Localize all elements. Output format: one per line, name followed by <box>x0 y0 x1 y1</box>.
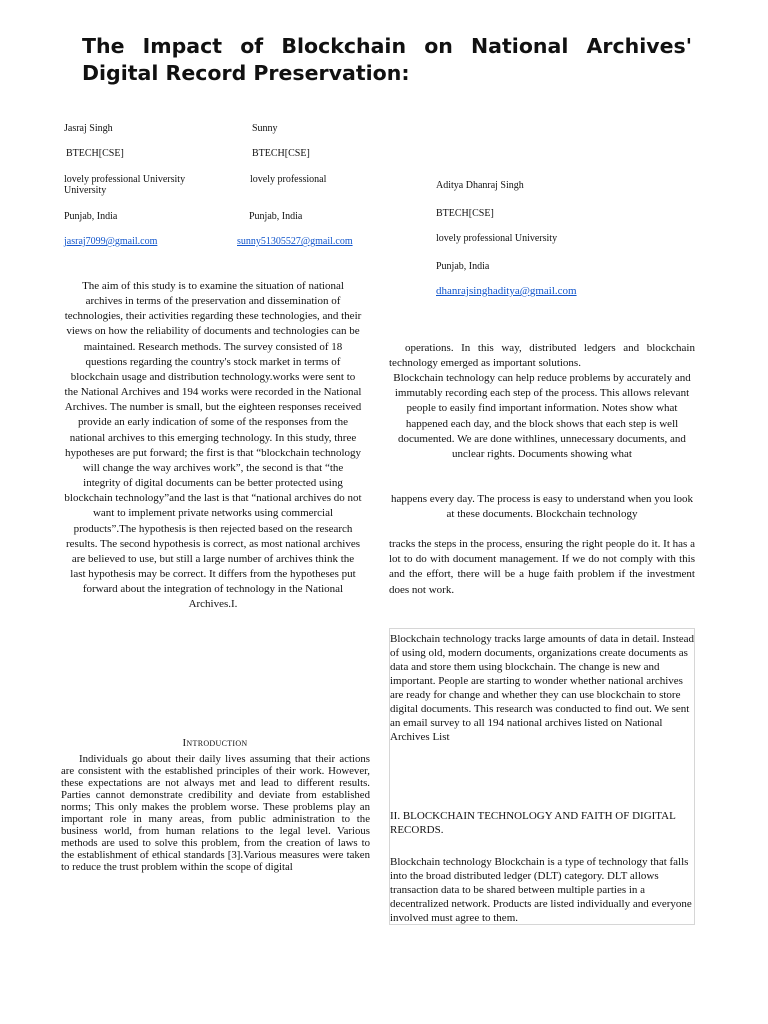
abstract: The aim of this study is to examine the situation of national archives in terms of the preservation and dissemination of technologies, their activities regarding these technologies, and their views on how the reliability of documents and technologies can be maintained. Research methods. The survey consisted of 18 questions regarding the country's stock market in terms of blockchain usage and distribution technology.works were sent to the National Archives and 194 works were recorded in the National Archives. The number is small, but the eighteen responses received provide an early indication of some of the responses from the national archives to this emerging technology. In this study, three hypotheses are put forward; the first is that “blockchain technology will change the way archives work”, the second is that “the integrity of digital documents can be better protected using blockchain technology”and the last is that “national archives do not want to implement private networks using commercial products”.The hypothesis is then rejected based on the research results. The second hypothesis is correct, as most national archives are believed to use, but still a large number of archives think the last hypothesis may be correct. It differs from the hypotheses put forward about the integration of technology in the National Archives.I. <box>64 280 362 611</box>
author1-name: Jasraj Singh <box>64 123 113 134</box>
author3-email-link[interactable]: dhanrajsinghaditya@gmail.com <box>436 285 577 297</box>
right-paragraph-operations: operations. In this way, distributed ledgers and blockchain technology emerged as important solutions. <box>389 342 695 370</box>
author2-email-link[interactable]: sunny51305527@gmail.com <box>237 236 353 247</box>
author2-university: lovely professional <box>250 174 327 185</box>
author2-degree: BTECH[CSE] <box>252 148 310 159</box>
author3-location: Punjab, India <box>436 261 490 272</box>
introduction-heading: Introduction <box>182 737 248 749</box>
section2-heading: II. BLOCKCHAIN TECHNOLOGY AND FAITH OF DIGITAL RECORDS. <box>390 810 676 836</box>
author1-location: Punjab, India <box>64 211 118 222</box>
paper-title: The Impact of Blockchain on National Archives' Digital Record Preservation: <box>82 34 692 85</box>
section2-body: Blockchain technology Blockchain is a type of technology that falls into the broad distributed ledger (DLT) category. DLT allows transaction data to be shared between multiple parties in a decentralized network. Products are listed individually and everyone involved must agree to them. <box>390 856 692 924</box>
author1-university: lovely professional University <box>64 174 186 185</box>
author3-name: Aditya Dhanraj Singh <box>436 180 524 191</box>
author3-degree: BTECH[CSE] <box>436 208 494 219</box>
author2-location: Punjab, India <box>249 211 303 222</box>
right-paragraph-happens-every-day: happens every day. The process is easy to understand when you look at these documents. Blockchain technology <box>390 493 694 521</box>
author2-name: Sunny <box>252 123 278 134</box>
right-paragraph-tracks-data: Blockchain technology tracks large amounts of data in detail. Instead of using old, modern documents, organizations create documents as data and store them using blockchain. The change is new and important. People are starting to wonder whether national archives are ready for change and whether they can use blockchain to store digital documents. This research was conducted to find out. We sent an email survey to all 194 national archives listed on National Archives List <box>390 633 695 743</box>
right-paragraph-tracks-steps: tracks the steps in the process, ensuring the right people do it. It has a lot to do with document management. If we do not comply with this and the effort, there will be a huge faith problem if the investment does not work. <box>389 538 695 596</box>
author1-university-wrap: University <box>64 185 107 196</box>
author1-email-link[interactable]: jasraj7099@gmail.com <box>64 236 158 247</box>
right-paragraph-blockchain-help: Blockchain technology can help reduce problems by accurately and immutably recording each step of the process. This allows relevant people to easily find important information. Notes show what happened each day, and the block shows that each step is well documented. We are done withlines, unnecessary documents, and unclear rights. Documents showing what <box>393 372 691 461</box>
author1-degree: BTECH[CSE] <box>66 148 124 159</box>
author3-university: lovely professional University <box>436 233 558 244</box>
introduction-body: Individuals go about their daily lives assuming that their actions are consistent with the established principles of their work. However, these expectations are not always met and lead to different results. Parties cannot demonstrate credibility and deviate from established norms; This only makes the problem worse. These problems play an important role in many areas, from public administration to the business world, from human relations to the legal level. Various methods are used to solve this problem, from the creation of laws to the establishment of ethical standards [3].Various measures were taken to reduce the trust problem within the scope of digital <box>61 753 370 874</box>
